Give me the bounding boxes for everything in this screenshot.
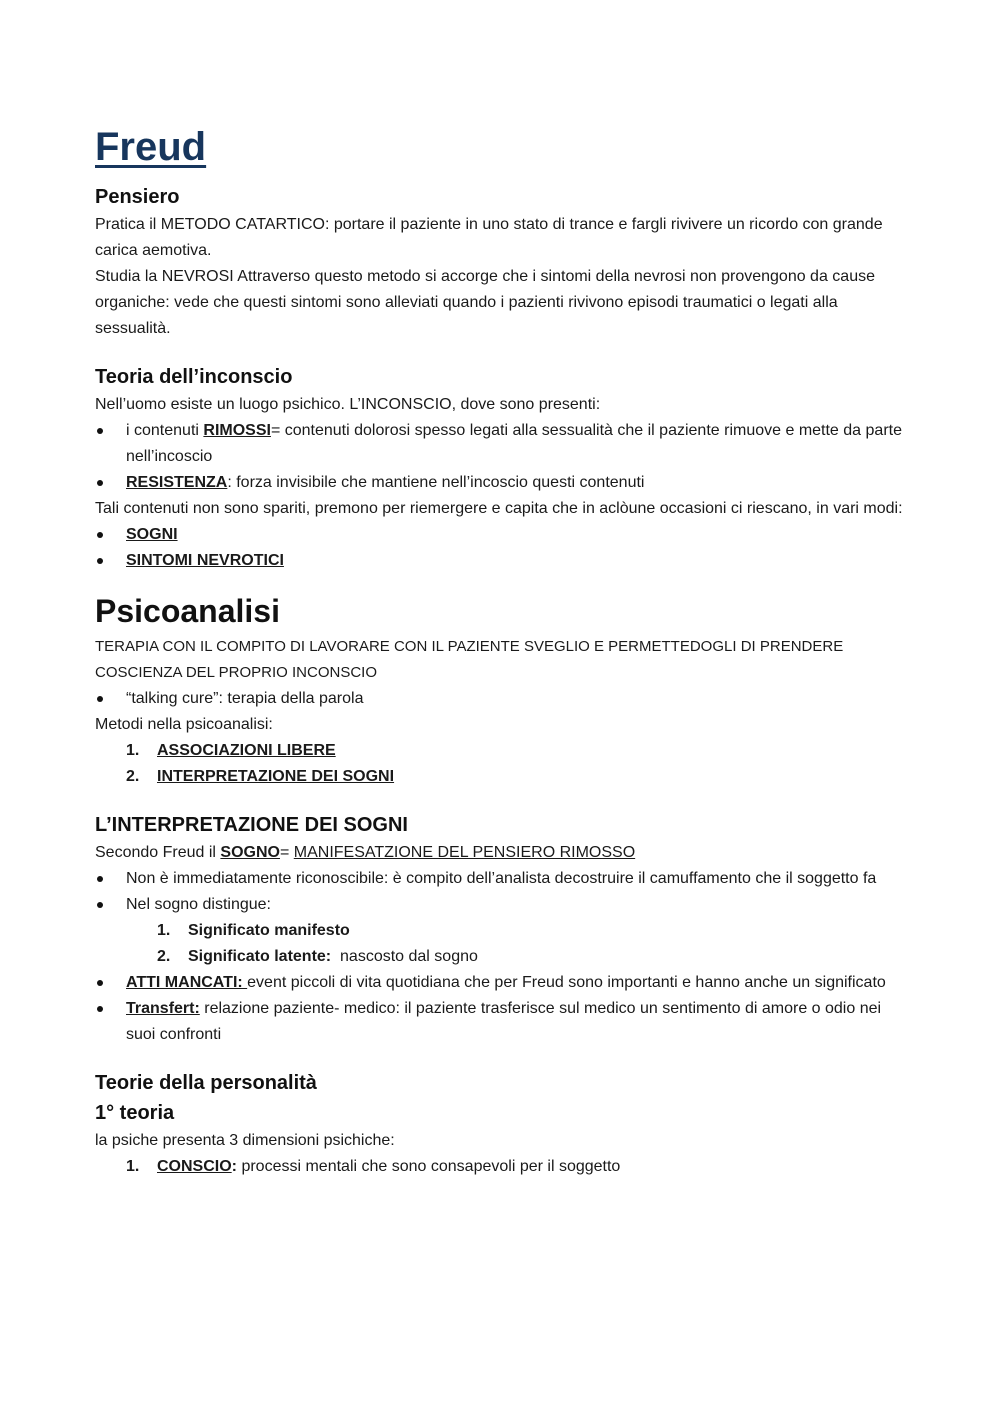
- heading-pensiero: Pensiero: [95, 186, 180, 208]
- paragraph-metodi: Metodi nella psicoanalisi:: [95, 716, 273, 733]
- paragraph-sogno-definizione: Secondo Freud il SOGNO= MANIFESATZIONE DEL PENSIERO RIMOSSO: [95, 844, 636, 861]
- paragraph-nevrosi: Studia la NEVROSI Attraverso questo metodo si accorge che i sintomi della nevrosi non provengono da cause organiche: vede che questi sintomi sono alleviati quando i pazienti rivivono episodi traumatici o legati alla sessualità.: [95, 268, 875, 337]
- list-item: i contenuti RIMOSSI= contenuti dolorosi spesso legati alla sessualità che il paziente rimuove e mette da parte nell’incoscio: [95, 418, 910, 470]
- list-item: Nel sogno distingue: 1. Significato manifesto 2. Significato latente: nascosto dal sogno: [95, 892, 910, 970]
- document-page: [95, 118, 910, 1180]
- list-metodi: [95, 738, 910, 790]
- keyword-conscio: CONSCIO: [157, 1158, 232, 1175]
- list-item: SOGNI: [95, 522, 910, 548]
- keyword-resistenza: RESISTENZA: [126, 474, 228, 491]
- keyword-atti-mancati: ATTI MANCATI:: [126, 974, 248, 991]
- heading-prima-teoria: 1° teoria: [95, 1102, 175, 1124]
- paragraph-inconscio-intro: Nell’uomo esiste un luogo psichico. L’INCONSCIO, dove sono presenti:: [95, 396, 601, 413]
- list-item: RESISTENZA: forza invisibile che mantiene nell’incoscio questi contenuti: [95, 470, 910, 496]
- page-title: Freud: [95, 125, 207, 169]
- list-dimensioni: [95, 1154, 910, 1180]
- paragraph-dimensioni: la psiche presenta 3 dimensioni psichiche:: [95, 1132, 395, 1149]
- heading-psicoanalisi: Psicoanalisi: [95, 593, 280, 629]
- list-item: 2. INTERPRETAZIONE DEI SOGNI: [126, 768, 395, 785]
- heading-personalita: Teorie della personalità: [95, 1072, 317, 1094]
- list-item: 1. Significato manifesto: [157, 922, 350, 939]
- keyword-sogno: SOGNO: [220, 844, 280, 861]
- keyword-transfert: Transfert:: [126, 1000, 200, 1017]
- list-item: ATTI MANCATI: event piccoli di vita quotidiana che per Freud sono importanti e hanno anche un significato: [95, 970, 910, 996]
- list-significati: [126, 918, 910, 970]
- list-item: 2. Significato latente: nascosto dal sogno: [157, 948, 478, 965]
- list-talking-cure: [95, 686, 910, 712]
- list-sogni: [95, 866, 910, 1048]
- list-item: 1. CONSCIO: processi mentali che sono consapevoli per il soggetto: [126, 1158, 621, 1175]
- list-item: SINTOMI NEVROTICI: [95, 548, 910, 574]
- paragraph-terapia: TERAPIA CON IL COMPITO DI LAVORARE CON IL PAZIENTE SVEGLIO E PERMETTEDOGLI DI PRENDERE COSCIENZA DEL PROPRIO INCONSCIO: [95, 638, 844, 681]
- list-item: Non è immediatamente riconoscibile: è compito dell’analista decostruire il camuffamento che il soggetto fa: [95, 866, 910, 892]
- paragraph-metodo-catartico: Pratica il METODO CATARTICO: portare il paziente in uno stato di trance e fargli rivivere un ricordo con grande carica aemotiva.: [95, 216, 883, 259]
- list-item: “talking cure”: terapia della parola: [95, 686, 910, 712]
- heading-inconscio: Teoria dell’inconscio: [95, 366, 293, 388]
- list-modi: [95, 522, 910, 574]
- paragraph-contenuti: Tali contenuti non sono spariti, premono per riemergere e capita che in aclòune occasioni ci riescano, in vari modi:: [95, 500, 903, 517]
- keyword-rimossi: RIMOSSI: [203, 422, 271, 439]
- list-inconscio: [95, 418, 910, 496]
- heading-interpretazione-sogni: L’INTERPRETAZIONE DEI SOGNI: [95, 814, 408, 836]
- list-item: 1. ASSOCIAZIONI LIBERE: [126, 742, 336, 759]
- list-item: Transfert: relazione paziente- medico: il paziente trasferisce sul medico un sentimento di amore o odio nei suoi confronti: [95, 996, 910, 1048]
